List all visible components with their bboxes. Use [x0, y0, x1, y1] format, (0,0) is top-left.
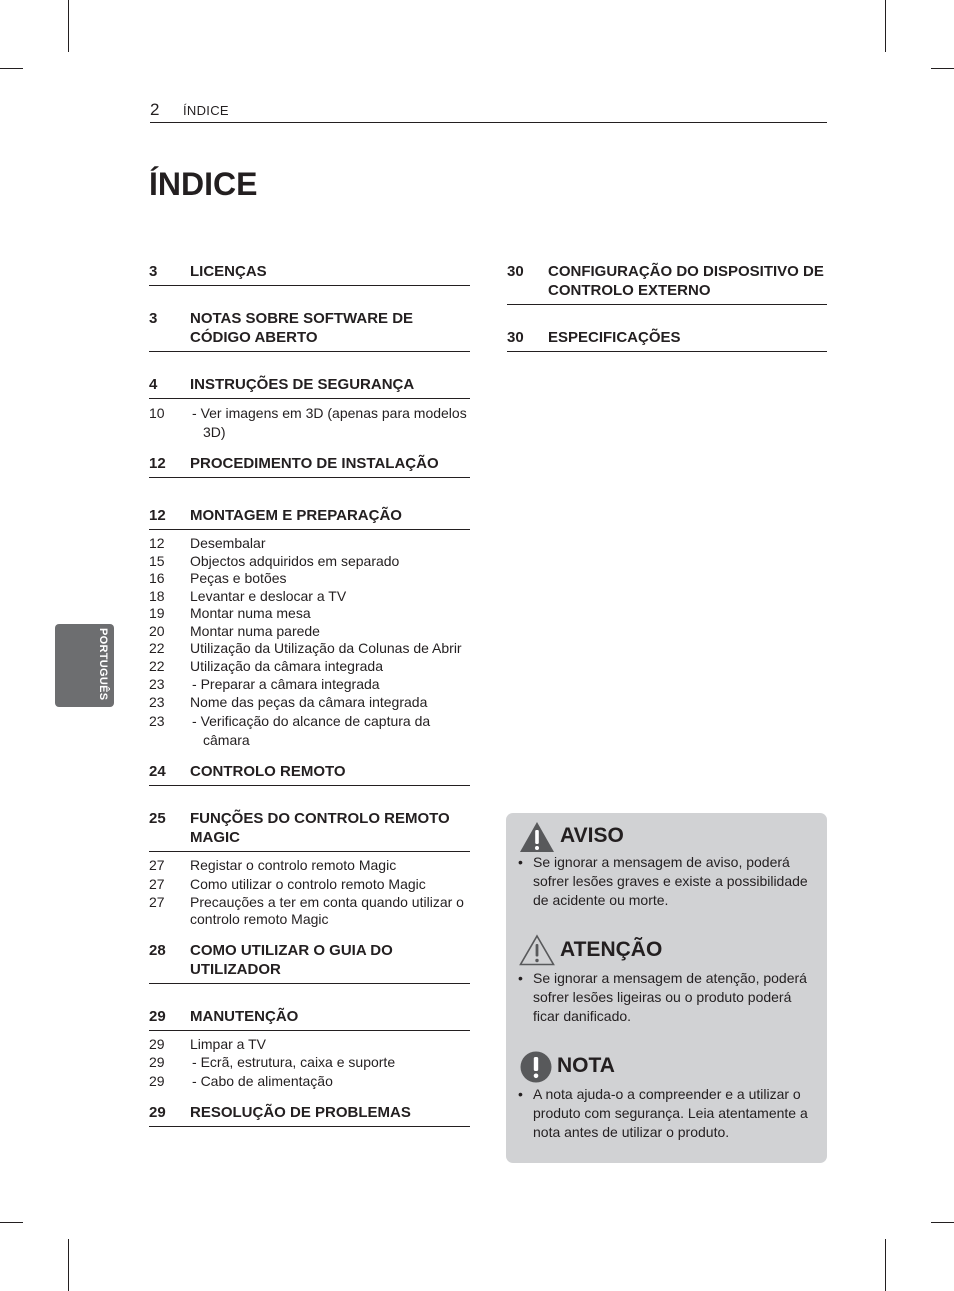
aviso-title: AVISO	[560, 824, 624, 847]
toc-page-number: 25	[149, 809, 166, 827]
toc-subitem[interactable]	[149, 623, 470, 641]
toc-sublist	[149, 1031, 470, 1104]
aviso-text: Se ignorar a mensagem de aviso, poderá sofrer lesões graves e existe a possibilidade de acidente ou morte.	[533, 854, 808, 908]
toc-subitem[interactable]	[149, 535, 470, 553]
toc-subitem-text: - Ecrã, estrutura, caixa e suporte	[190, 1053, 470, 1072]
header-section-title: ÍNDICE	[183, 103, 229, 118]
toc-subitem[interactable]	[149, 1053, 470, 1072]
toc-heading-text: INSTRUÇÕES DE SEGURANÇA	[190, 376, 415, 393]
toc-subitem[interactable]	[149, 876, 470, 894]
toc-page-number: 3	[149, 310, 158, 327]
toc-heading[interactable]	[149, 309, 470, 352]
bullet-marker: •	[518, 1086, 523, 1102]
crop-mark	[885, 1239, 886, 1291]
toc-heading[interactable]	[149, 762, 470, 786]
toc-subitem-text: Precauções a ter em conta quando utilizar o controlo remoto Magic	[190, 893, 464, 927]
toc-subitem-text: Limpar a TV	[190, 1035, 266, 1052]
exclamation-circle-icon	[520, 1051, 552, 1083]
toc-page-number: 3	[149, 263, 158, 280]
toc-subitem-text: Objectos adquiridos em separado	[190, 552, 400, 569]
toc-page-number: 29	[149, 1035, 165, 1052]
toc-page-number: 30	[507, 263, 524, 280]
toc-page-number: 29	[149, 1104, 166, 1121]
toc-page-number: 28	[149, 941, 166, 959]
bullet-marker: •	[518, 970, 523, 986]
toc-heading-text: LICENÇAS	[190, 263, 267, 280]
language-tab-label: PORTUGUÊS	[97, 628, 109, 701]
page-title: ÍNDICE	[149, 166, 258, 202]
toc-page-number: 10	[149, 405, 165, 421]
bullet-marker: •	[518, 854, 523, 870]
toc-heading[interactable]	[149, 506, 470, 530]
crop-mark	[68, 0, 69, 52]
toc-subitem[interactable]	[149, 1036, 470, 1054]
toc-subitem-text: Montar numa mesa	[190, 605, 311, 621]
crop-mark	[931, 68, 954, 69]
crop-mark	[0, 68, 23, 69]
toc-page-number: 22	[149, 657, 165, 674]
toc-heading-text: MANUTENÇÃO	[190, 1007, 299, 1025]
toc-subitem-text: - Preparar a câmara integrada	[190, 675, 470, 694]
toc-subitem[interactable]	[149, 553, 470, 571]
toc-page-number: 23	[149, 712, 165, 729]
crop-mark	[885, 0, 886, 52]
toc-subitem[interactable]	[149, 588, 470, 606]
toc-heading[interactable]	[507, 328, 827, 352]
toc-page-number: 30	[507, 329, 524, 346]
warning-triangle-icon	[519, 821, 555, 853]
toc-heading-text: PROCEDIMENTO DE INSTALAÇÃO	[190, 455, 439, 472]
toc-subitem-text: Nome das peças da câmara integrada	[190, 694, 428, 710]
page-number: 2	[150, 100, 160, 119]
toc-page-number: 23	[149, 676, 165, 692]
toc-subitem-text: - Cabo de alimentação	[190, 1072, 470, 1091]
toc-subitem[interactable]	[149, 894, 470, 929]
crop-mark	[0, 1222, 23, 1223]
toc-subitem[interactable]	[149, 1072, 470, 1091]
toc-page-number: 24	[149, 762, 166, 780]
toc-subitem[interactable]	[149, 712, 470, 750]
toc-subitem[interactable]	[149, 694, 470, 712]
toc-heading[interactable]	[149, 375, 470, 399]
language-tab	[55, 624, 114, 707]
toc-subitem-text: Peças e botões	[190, 570, 287, 586]
toc-page-number: 18	[149, 587, 165, 604]
toc-heading[interactable]	[149, 262, 470, 286]
toc-heading-text: COMO UTILIZAR O GUIA DO UTILIZADOR	[190, 941, 393, 978]
toc-sublist	[149, 399, 470, 454]
toc-subitem-text: Utilização da câmara integrada	[190, 657, 383, 674]
crop-mark	[68, 1239, 69, 1291]
toc-heading[interactable]	[149, 941, 470, 984]
toc-page-number: 16	[149, 570, 165, 586]
toc-page-number: 15	[149, 552, 165, 569]
safety-notice-box	[506, 813, 827, 1163]
caution-triangle-icon	[519, 934, 555, 966]
toc-page-number: 27	[149, 876, 165, 892]
toc-heading-text: CONFIGURAÇÃO DO DISPOSITIVO DE CONTROLO EXTERNO	[548, 263, 824, 299]
toc-left-column	[149, 262, 470, 1127]
atencao-title: ATENÇÃO	[560, 938, 663, 961]
toc-sublist	[149, 852, 470, 941]
toc-heading[interactable]	[149, 809, 470, 852]
toc-subitem-text: Levantar e deslocar a TV	[190, 587, 347, 604]
toc-heading[interactable]	[507, 262, 827, 305]
toc-subitem[interactable]	[149, 857, 470, 875]
toc-subitem-text: - Ver imagens em 3D (apenas para modelos 3D)	[190, 404, 470, 442]
toc-subitem[interactable]	[149, 570, 470, 588]
toc-page-number: 12	[149, 535, 165, 551]
toc-subitem[interactable]	[149, 658, 470, 676]
toc-subitem[interactable]	[149, 605, 470, 623]
toc-heading[interactable]	[149, 1007, 470, 1031]
toc-heading[interactable]	[149, 454, 470, 478]
toc-page-number: 23	[149, 694, 165, 710]
toc-subitem-text: - Verificação do alcance de captura da câmara	[190, 712, 470, 750]
toc-subitem[interactable]	[149, 675, 470, 694]
toc-page-number: 27	[149, 893, 165, 910]
nota-title: NOTA	[557, 1054, 615, 1077]
toc-subitem-text: Montar numa parede	[190, 622, 320, 639]
toc-subitem[interactable]	[149, 640, 470, 658]
toc-heading-text: CONTROLO REMOTO	[190, 762, 346, 780]
running-header	[150, 100, 827, 123]
toc-right-column	[507, 262, 827, 352]
toc-page-number: 12	[149, 455, 166, 472]
nota-text: A nota ajuda-o a compreender e a utilizar o produto com segurança. Leia atentamente a nota antes de utilizar o produto.	[533, 1086, 808, 1140]
toc-heading-text: MONTAGEM E PREPARAÇÃO	[190, 507, 402, 524]
toc-page-number: 27	[149, 856, 165, 873]
crop-mark	[931, 1222, 954, 1223]
toc-page-number: 29	[149, 1007, 166, 1025]
atencao-text: Se ignorar a mensagem de atenção, poderá sofrer lesões ligeiras ou o produto poderá ficar danificado.	[533, 970, 807, 1024]
toc-subitem-text: Registar o controlo remoto Magic	[190, 856, 397, 873]
toc-heading-text: FUNÇÕES DO CONTROLO REMOTO MAGIC	[190, 809, 450, 846]
toc-page-number: 4	[149, 376, 158, 393]
toc-page-number: 19	[149, 605, 165, 621]
toc-page-number: 29	[149, 1054, 165, 1070]
toc-page-number: 20	[149, 622, 165, 639]
toc-page-number: 29	[149, 1073, 165, 1089]
toc-sublist	[149, 530, 470, 762]
toc-subitem-text: Desembalar	[190, 535, 266, 551]
toc-subitem-text: Utilização da Utilização da Colunas de Abrir	[190, 640, 462, 656]
toc-heading-text: RESOLUÇÃO DE PROBLEMAS	[190, 1104, 411, 1121]
toc-subitem[interactable]	[149, 404, 470, 442]
toc-heading-text: ESPECIFICAÇÕES	[548, 329, 681, 346]
toc-page-number: 12	[149, 507, 166, 524]
toc-heading-text: NOTAS SOBRE SOFTWARE DE CÓDIGO ABERTO	[190, 310, 414, 346]
toc-heading[interactable]	[149, 1103, 470, 1127]
toc-page-number: 22	[149, 640, 165, 656]
toc-subitem-text: Como utilizar o controlo remoto Magic	[190, 876, 426, 892]
